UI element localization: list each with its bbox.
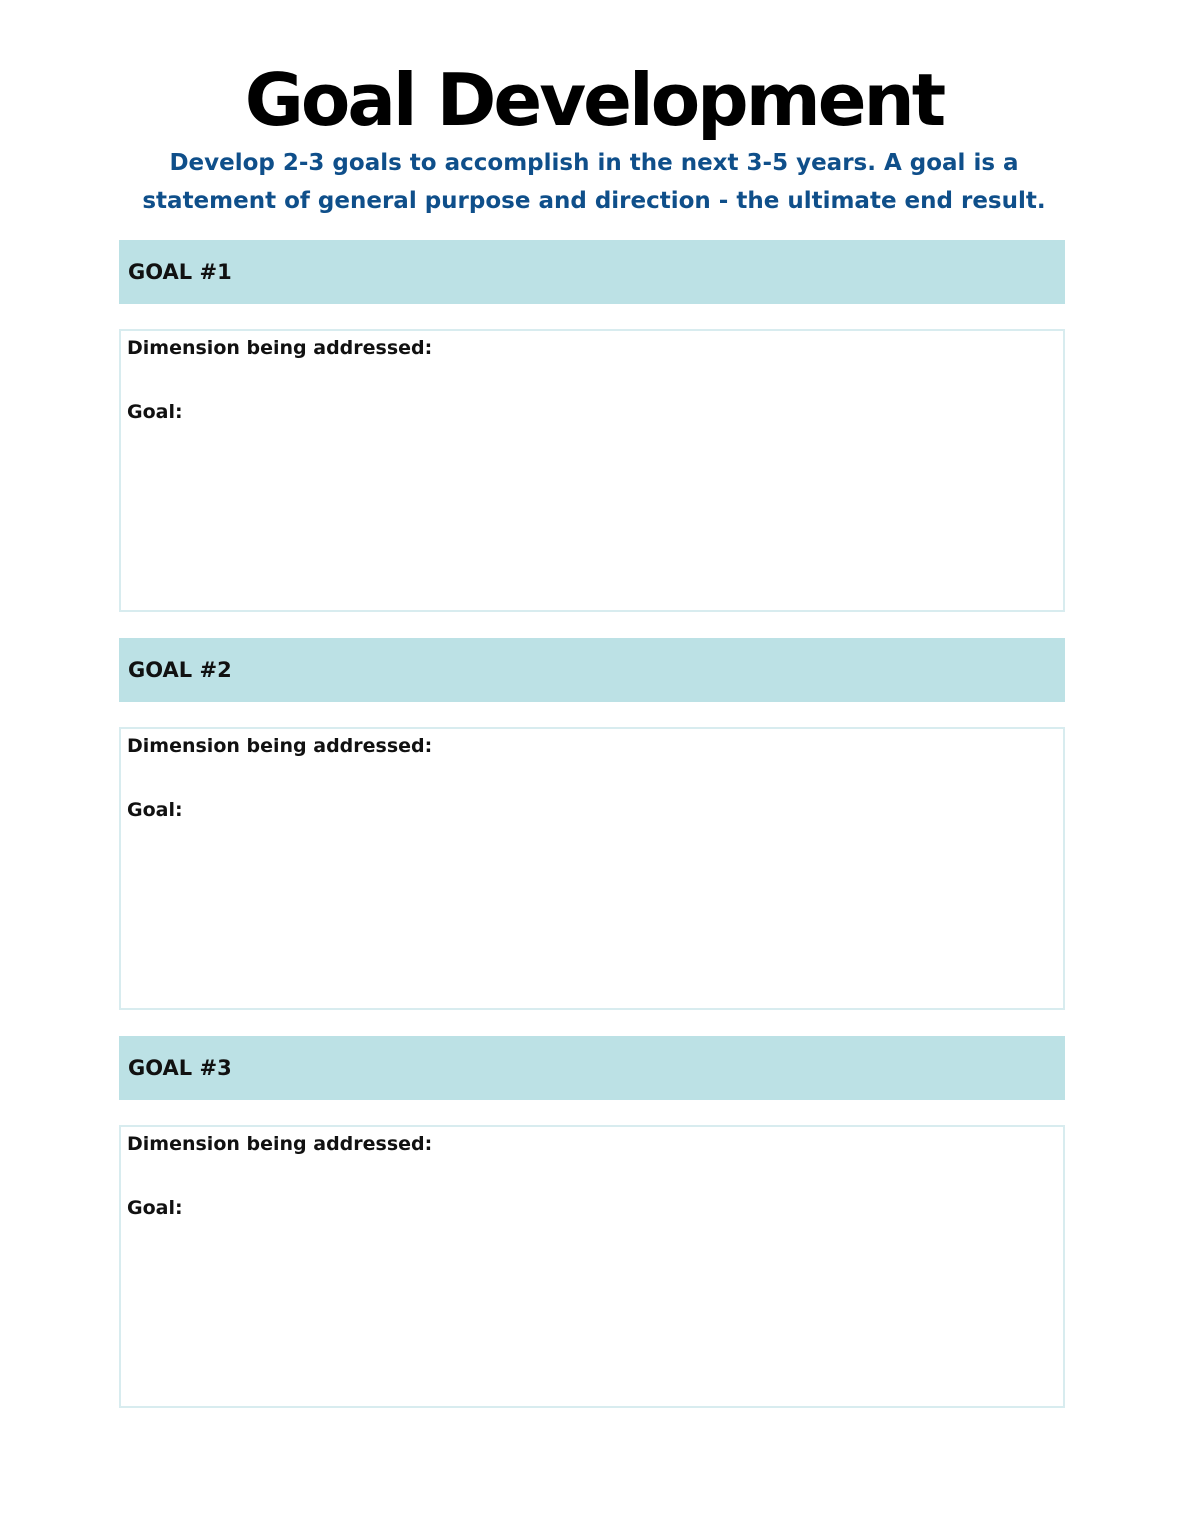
goal-1-goal-label: Goal: (127, 401, 183, 423)
goal-1-box[interactable] (119, 329, 1065, 612)
goal-2-header-label: GOAL #2 (128, 658, 232, 682)
goal-2-dimension-label: Dimension being addressed: (127, 735, 433, 757)
goal-1-header (119, 240, 1065, 304)
goal-3-header (119, 1036, 1065, 1100)
goal-1-dimension-label: Dimension being addressed: (127, 337, 433, 359)
goal-2-goal-label: Goal: (127, 799, 183, 821)
goal-3-header-label: GOAL #3 (128, 1056, 232, 1080)
page-subtitle: Develop 2-3 goals to accomplish in the next 3-5 years. A goal is a statement of general purpose and direction - the ultimate end result. (142, 150, 1046, 214)
goal-2-header (119, 638, 1065, 702)
goal-3-goal-label: Goal: (127, 1197, 183, 1219)
goal-3-dimension-label: Dimension being addressed: (127, 1133, 433, 1155)
goal-1-header-label: GOAL #1 (128, 260, 232, 284)
page-title: Goal Development (244, 58, 944, 142)
goal-2-box[interactable] (119, 727, 1065, 1010)
goal-3-box[interactable] (119, 1125, 1065, 1408)
